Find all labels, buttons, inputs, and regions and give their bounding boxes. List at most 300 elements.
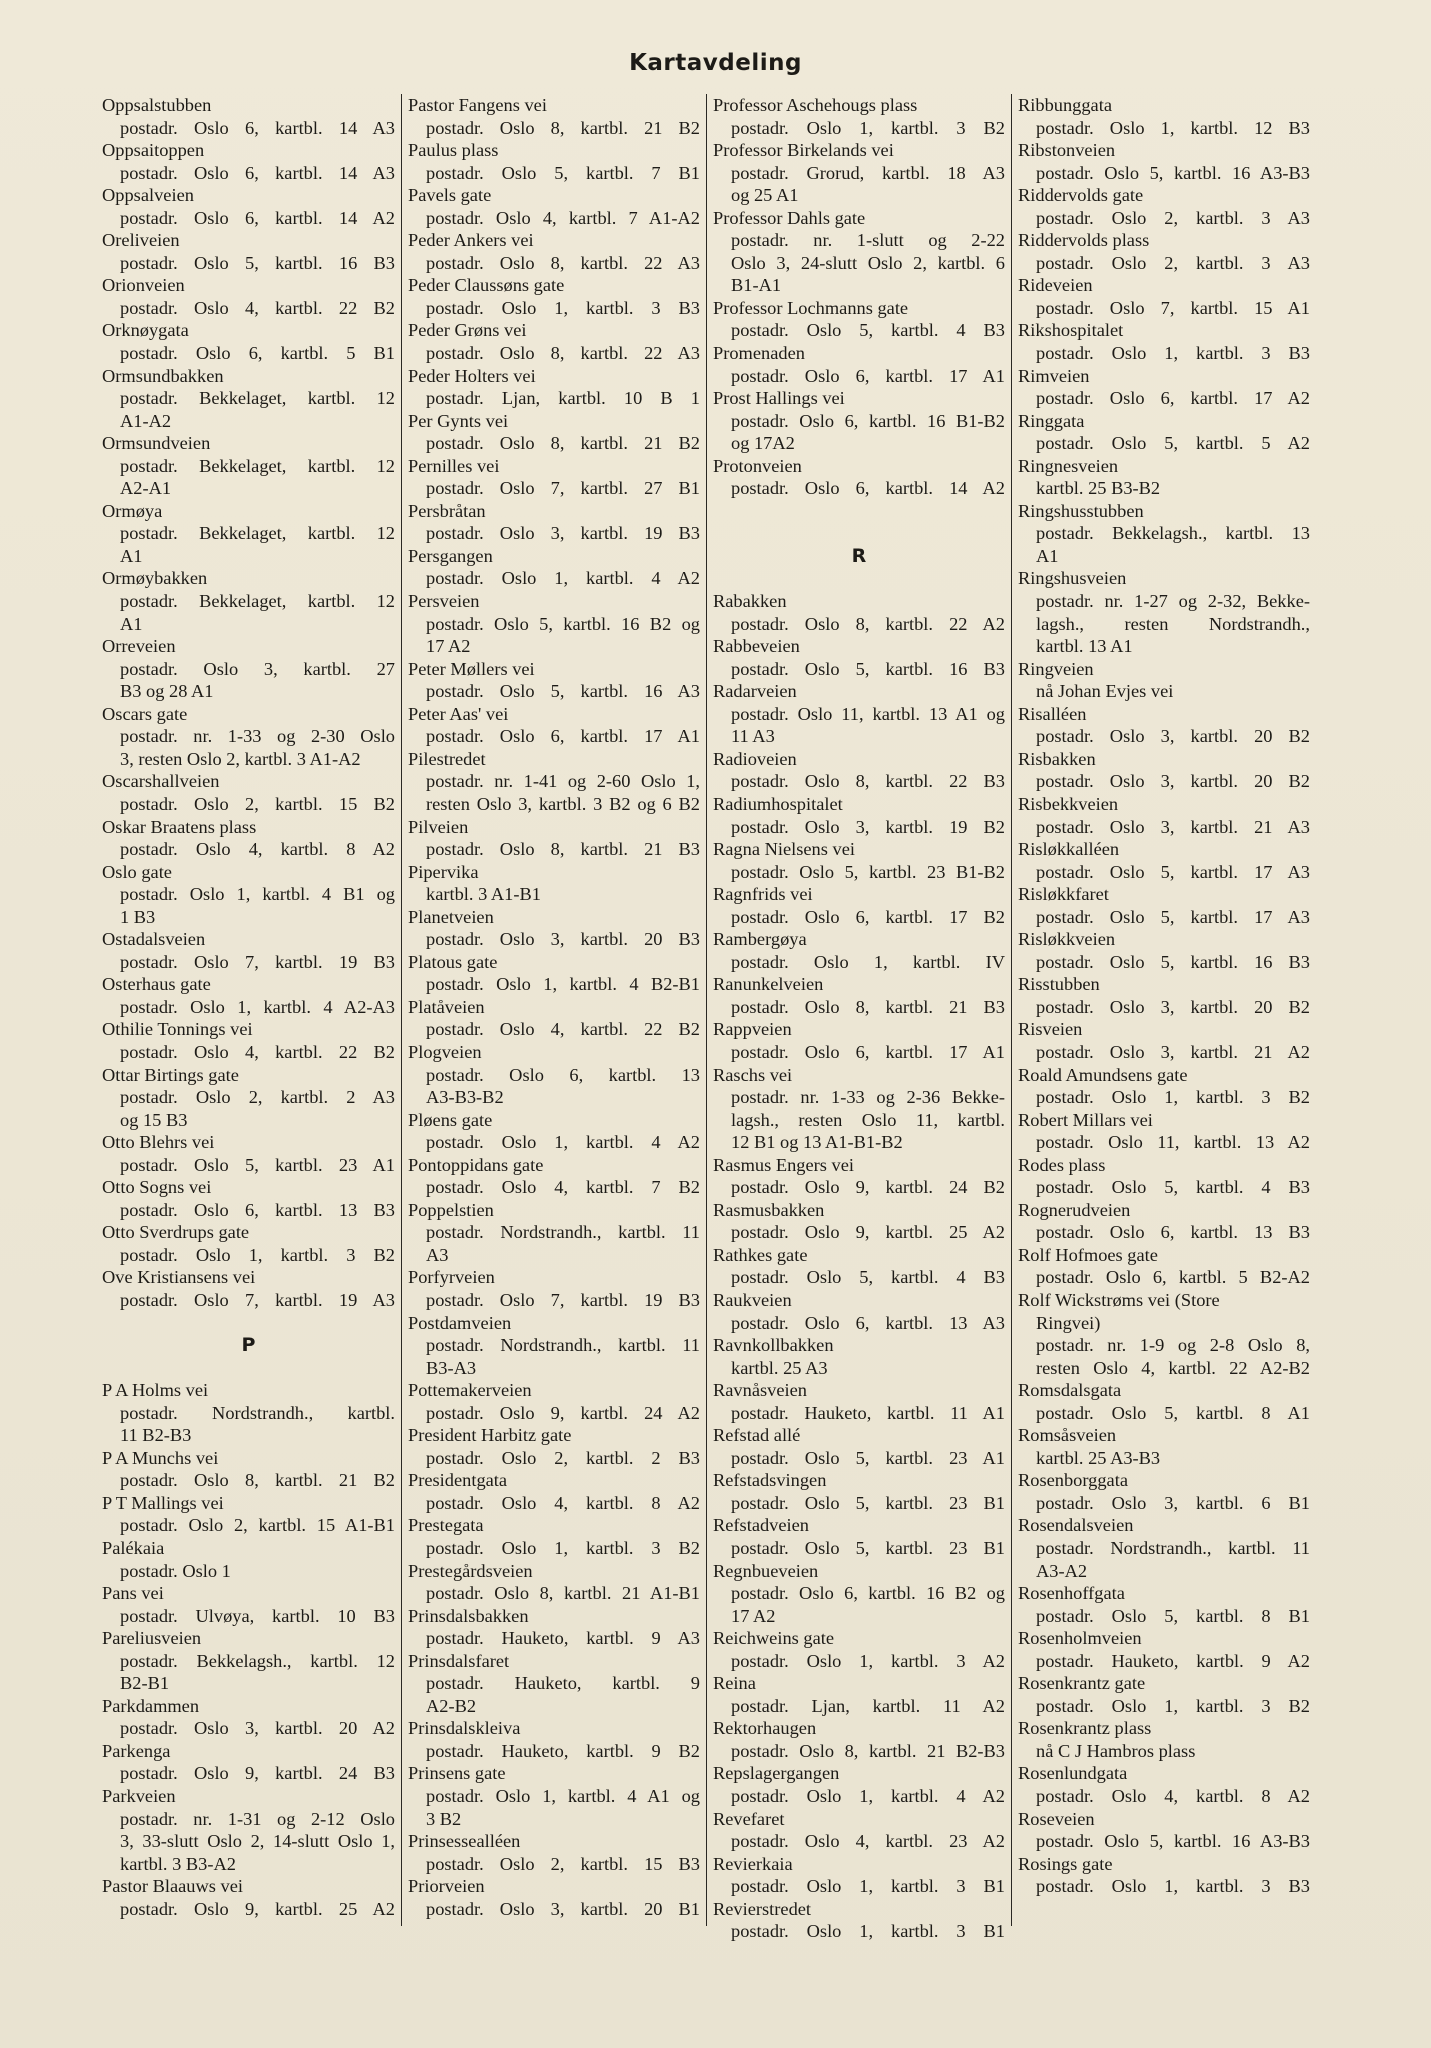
street-name: Rathkes gate (713, 1244, 808, 1265)
address-line: postadr. Oslo 6, kartbl. 13 B3 (1036, 1222, 1310, 1243)
street-name: Otto Blehrs vei (102, 1132, 215, 1153)
address-line: postadr. Oslo 6, kartbl. 14 A2 (731, 478, 1005, 499)
street-name: Rosenborggata (1018, 1470, 1128, 1491)
address-line: postadr. Oslo 4, kartbl. 7 A1-A2 (426, 207, 700, 228)
address-line: postadr. Oslo 3, kartbl. 21 A2 (1036, 1041, 1310, 1062)
street-name: Pipervika (408, 861, 479, 882)
address-line: postadr. Bekkelaget, kartbl. 12 (120, 455, 395, 476)
street-name: Pontoppidans gate (408, 1154, 544, 1175)
street-name: Pastor Blaauws vei (102, 1876, 243, 1897)
address-line: postadr. Oslo 2, kartbl. 2 B3 (426, 1447, 700, 1468)
address-line: postadr. Oslo 8, kartbl. 22 A3 (426, 343, 700, 364)
address-line: postadr. nr. 1-33 og 2-30 Oslo (120, 726, 395, 747)
address-line: postadr. Ulvøya, kartbl. 10 B3 (120, 1605, 395, 1626)
index-column-2 (401, 94, 706, 1926)
street-name: Risbekkveien (1018, 793, 1119, 814)
spacer (713, 522, 1005, 545)
street-name: Ragnfrids vei (713, 884, 813, 905)
address-line: postadr. Oslo 8, kartbl. 21 B3 (426, 839, 700, 860)
address-line: postadr. Oslo 5, kartbl. 23 B1 (731, 1492, 1005, 1513)
address-line: postadr. Oslo 5, kartbl. 16 B3 (1036, 951, 1310, 972)
street-name: Repslagergangen (713, 1763, 840, 1784)
street-name: Risbakken (1018, 748, 1096, 769)
street-name: Ostadalsveien (102, 929, 206, 950)
address-line: postadr. Oslo 4, kartbl. 8 A2 (426, 1492, 700, 1513)
address-line: postadr. Bekkelagsh., kartbl. 12 (120, 1650, 395, 1671)
street-name: Rosenhoffgata (1018, 1583, 1125, 1604)
street-name: Ormsundveien (102, 433, 211, 454)
address-line: postadr. Oslo 5, kartbl. 23 A1 (731, 1447, 1005, 1468)
address-line: nå Johan Evjes vei (1036, 681, 1174, 702)
street-name: Peder Grøns vei (408, 320, 527, 341)
page-heading: Kartavdeling (629, 50, 802, 76)
street-name: Rosenholmveien (1018, 1628, 1142, 1649)
address-line: postadr. Oslo 8, kartbl. 22 A3 (426, 252, 700, 273)
street-name: Ravnkollbakken (713, 1335, 834, 1356)
street-name: Priorveien (408, 1876, 485, 1897)
address-line: postadr. Oslo 7, kartbl. 27 B1 (426, 478, 700, 499)
address-line: postadr. Hauketo, kartbl. 9 (426, 1673, 700, 1694)
address-line: 17 A2 (426, 636, 471, 657)
street-name: Radiumhospitalet (713, 793, 843, 814)
address-line: postadr. Oslo 5, kartbl. 23 A1 (120, 1154, 395, 1175)
street-name: Rosenkrantz plass (1018, 1718, 1152, 1739)
address-line: A1-A2 (120, 410, 172, 431)
address-line: postadr. Nordstrandh., kartbl. 11 (426, 1222, 700, 1243)
address-line: Ringvei) (1036, 1312, 1101, 1333)
address-line: postadr. Grorud, kartbl. 18 A3 (731, 162, 1005, 183)
street-name: Persbråtan (408, 500, 486, 521)
street-name: Robert Millars vei (1018, 1109, 1153, 1130)
address-line: postadr. Oslo 5, kartbl. 7 B1 (426, 162, 700, 183)
spacer (713, 567, 1005, 590)
street-name: Riddervolds plass (1018, 230, 1150, 251)
address-line: postadr. Oslo 1, kartbl. 3 B1 (731, 1876, 1005, 1897)
address-line: postadr. Oslo 1, kartbl. 4 A2 (426, 1132, 700, 1153)
street-name: Rosenkrantz gate (1018, 1673, 1146, 1694)
street-name: Oppsaitoppen (102, 140, 205, 161)
address-line: postadr. Nordstrandh., kartbl. 11 (1036, 1538, 1310, 1558)
address-line: A2-A1 (120, 478, 172, 499)
street-name: Pottemakerveien (408, 1380, 532, 1401)
street-name: Ribbunggata (1018, 95, 1112, 115)
address-line: postadr. Oslo 4, kartbl. 22 B2 (120, 297, 395, 318)
address-line: postadr. Oslo 4, kartbl. 8 A2 (1036, 1786, 1310, 1807)
street-name: Riddervolds gate (1018, 185, 1144, 206)
address-line: postadr. Oslo 4, kartbl. 22 B2 (120, 1041, 395, 1062)
street-name: Rambergøya (713, 929, 807, 950)
address-line: postadr. Oslo 1, kartbl. 3 A2 (731, 1650, 1005, 1671)
street-name: Per Gynts vei (408, 410, 509, 431)
street-name: Pilveien (408, 816, 469, 837)
street-name: Oscarshallveien (102, 771, 220, 792)
address-line: postadr. nr. 1-41 og 2-60 Oslo 1, (426, 771, 700, 792)
street-name: Peter Aas' vei (408, 703, 509, 724)
street-name: Prost Hallings vei (713, 388, 845, 409)
address-line: postadr. Oslo 4, kartbl. 22 B2 (426, 1019, 700, 1040)
street-name: Peder Holters vei (408, 365, 536, 386)
street-name: P A Munchs vei (102, 1447, 219, 1468)
section-letter: P (241, 1334, 256, 1357)
address-line: postadr. Oslo 3, kartbl. 20 B2 (1036, 726, 1310, 747)
address-line: postadr. Oslo 5, kartbl. 8 B1 (1036, 1605, 1310, 1626)
address-line: postadr. Oslo 9, kartbl. 24 B2 (731, 1177, 1005, 1198)
address-line: postadr. Oslo 8, kartbl. 21 A1-B1 (426, 1583, 700, 1604)
street-name: Revefaret (713, 1808, 785, 1829)
address-line: postadr. Oslo 1, kartbl. 3 B1 (731, 1921, 1005, 1942)
street-name: Pilestredet (408, 748, 486, 769)
address-line: postadr. Oslo 6, kartbl. 17 B2 (731, 906, 1005, 927)
street-name: Revierstredet (713, 1898, 812, 1919)
street-name: Orknøygata (102, 320, 189, 341)
address-line: og 15 B3 (120, 1109, 188, 1130)
address-line: postadr. Oslo 3, kartbl. 21 A3 (1036, 816, 1310, 837)
street-name: Rabbeveien (713, 636, 800, 657)
address-line: postadr. Oslo 5, kartbl. 8 A1 (1036, 1402, 1310, 1423)
address-line: postadr. Oslo 1, kartbl. IV (731, 951, 1005, 972)
street-name: Parkdammen (102, 1695, 200, 1716)
address-line: og 17A2 (731, 433, 795, 454)
address-line: Oslo 3, 24-slutt Oslo 2, kartbl. 6 (731, 252, 1005, 273)
address-line: postadr. Oslo 5, kartbl. 16 B3 (731, 658, 1005, 679)
address-line: postadr. nr. 1-27 og 2-32, Bekke- (1036, 591, 1310, 612)
street-name: Parkveien (102, 1786, 176, 1807)
address-line: postadr. Oslo 9, kartbl. 24 B3 (120, 1763, 395, 1784)
address-line: kartbl. 13 A1 (1036, 636, 1133, 657)
address-line: postadr. Oslo 6, kartbl. 17 A2 (1036, 388, 1310, 409)
address-line: postadr. Bekkelaget, kartbl. 12 (120, 388, 395, 409)
street-name: Revierkaia (713, 1853, 793, 1874)
street-name: Rolf Wickstrøms vei (Store (1018, 1289, 1220, 1310)
address-line: postadr. Oslo 2, kartbl. 3 A3 (1036, 252, 1310, 273)
address-line: postadr. Oslo 3, kartbl. 27 (120, 658, 395, 679)
address-line: kartbl. 3 A1-B1 (426, 884, 541, 905)
street-name: Persveien (408, 591, 480, 612)
street-name: Oreliveien (102, 230, 180, 251)
address-line: postadr. Oslo 3, kartbl. 19 B3 (426, 523, 700, 544)
address-line: postadr. Oslo 5, kartbl. 4 B3 (731, 1267, 1005, 1288)
street-name: Risstubben (1018, 974, 1100, 995)
address-line: A3 (426, 1244, 449, 1265)
address-line: postadr. Oslo 6, kartbl. 17 A1 (731, 365, 1005, 386)
street-name: Professor Lochmanns gate (713, 297, 909, 318)
address-line: 3 B2 (426, 1808, 462, 1829)
street-name: Ormsundbakken (102, 365, 224, 386)
address-line: postadr. Oslo 6, kartbl. 13 A3 (731, 1312, 1005, 1333)
street-name: Rimveien (1018, 365, 1090, 386)
street-name: Rodes plass (1018, 1154, 1106, 1175)
address-line: postadr. Oslo 1, kartbl. 3 B2 (731, 117, 1005, 138)
address-line: postadr. Oslo 1, kartbl. 4 A2-A3 (120, 996, 395, 1017)
street-name: Oslo gate (102, 861, 172, 882)
street-name: President Harbitz gate (408, 1425, 572, 1446)
street-name: Ravnåsveien (713, 1380, 807, 1401)
address-line: postadr. Oslo 5, kartbl. 17 A3 (1036, 906, 1310, 927)
address-line: postadr. Oslo 6, kartbl. 16 B1-B2 (731, 410, 1005, 431)
street-name: Ormøya (102, 500, 163, 521)
address-line: postadr. Oslo 2, kartbl. 15 B3 (426, 1853, 700, 1874)
address-line: postadr. nr. 1-33 og 2-36 Bekke- (731, 1087, 1005, 1108)
address-line: postadr. Oslo 7, kartbl. 15 A1 (1036, 297, 1310, 318)
address-line: postadr. Oslo 7, kartbl. 19 B3 (120, 951, 395, 972)
street-name: Promenaden (713, 343, 805, 364)
address-line: postadr. Oslo 1, kartbl. 4 A2 (426, 568, 700, 589)
address-line: postadr. Oslo 8, kartbl. 21 B2 (426, 117, 700, 138)
address-line: kartbl. 25 A3 (731, 1357, 828, 1378)
street-name: Rolf Hofmoes gate (1018, 1244, 1158, 1265)
address-line: 11 B2-B3 (120, 1425, 192, 1446)
address-line: postadr. Oslo 9, kartbl. 25 A2 (120, 1898, 395, 1919)
address-line: postadr. Oslo 3, kartbl. 19 B2 (731, 816, 1005, 837)
street-name: Roseveien (1018, 1808, 1095, 1829)
street-name: Refstadveien (713, 1515, 810, 1536)
street-name: Orreveien (102, 636, 176, 657)
address-line: postadr. Oslo 6, kartbl. 5 B2-A2 (1036, 1267, 1310, 1288)
street-name: Pareliusveien (102, 1628, 202, 1649)
street-name: Osterhaus gate (102, 974, 211, 995)
address-line: 12 B1 og 13 A1-B1-B2 (731, 1132, 903, 1153)
address-line: postadr. Oslo 6, kartbl. 14 A3 (120, 117, 395, 138)
address-line: postadr. Oslo 9, kartbl. 25 A2 (731, 1222, 1005, 1243)
address-line: postadr. Oslo 5, kartbl. 17 A3 (1036, 861, 1310, 882)
street-name: Porfyrveien (408, 1267, 495, 1288)
street-name: Ringnesveien (1018, 455, 1119, 476)
street-name: Postdamveien (408, 1312, 512, 1333)
address-line: postadr. Oslo 6, kartbl. 5 B1 (120, 343, 395, 364)
address-line: kartbl. 25 B3-B2 (1036, 478, 1161, 499)
street-name: Rappveien (713, 1019, 792, 1040)
address-line: postadr. Oslo 1, kartbl. 12 B3 (1036, 117, 1310, 138)
street-name: Reina (713, 1673, 756, 1694)
street-name: Raschs vei (713, 1064, 793, 1085)
address-line: postadr. Oslo 1, kartbl. 3 B2 (120, 1244, 395, 1265)
address-line: B1-A1 (731, 275, 782, 296)
address-line: postadr. Oslo 5, kartbl. 4 B3 (731, 320, 1005, 341)
street-name: Roald Amundsens gate (1018, 1064, 1188, 1085)
address-line: og 25 A1 (731, 185, 799, 206)
address-line: postadr. Oslo 5, kartbl. 16 A3-B3 (1036, 162, 1310, 183)
address-line: postadr. Oslo 8, kartbl. 22 A2 (731, 613, 1005, 634)
address-line: resten Oslo 3, kartbl. 3 B2 og 6 B2 (426, 793, 700, 814)
address-line: postadr. Oslo 11, kartbl. 13 A1 og (731, 703, 1005, 724)
address-line: postadr. Oslo 2, kartbl. 15 B2 (120, 793, 395, 814)
street-name: Ottar Birtings gate (102, 1064, 239, 1085)
street-index (96, 94, 1317, 1942)
street-name: Pavels gate (408, 185, 492, 206)
address-line: postadr. Oslo 6, kartbl. 17 A1 (426, 726, 700, 747)
street-name: P A Holms vei (102, 1380, 209, 1401)
street-name: Prestegata (408, 1515, 484, 1536)
address-line: postadr. nr. 1-slutt og 2-22 (731, 230, 1005, 251)
address-line: postadr. Hauketo, kartbl. 9 B2 (426, 1740, 700, 1761)
street-name: Persgangen (408, 545, 493, 566)
address-line: postadr. Oslo 5, kartbl. 4 B3 (1036, 1177, 1310, 1198)
street-name: Ringgata (1018, 410, 1085, 431)
address-line: postadr. Oslo 2, kartbl. 15 A1-B1 (120, 1515, 395, 1536)
address-line: postadr. Nordstrandh., kartbl. (120, 1402, 395, 1423)
street-name: P T Mallings vei (102, 1492, 224, 1513)
spacer (102, 1357, 395, 1380)
address-line: postadr. Oslo 5, kartbl. 16 B3 (120, 252, 395, 273)
street-name: Parkenga (102, 1740, 171, 1761)
street-name: Risveien (1018, 1019, 1083, 1040)
address-line: postadr. Hauketo, kartbl. 11 A1 (731, 1402, 1005, 1423)
street-name: Prestegårdsveien (408, 1560, 533, 1581)
street-name: Ringshusveien (1018, 568, 1127, 589)
address-line: postadr. Oslo 6, kartbl. 17 A1 (731, 1041, 1005, 1062)
street-name: Ragna Nielsens vei (713, 839, 855, 860)
street-name: Ranunkelveien (713, 974, 824, 995)
street-name: Radioveien (713, 748, 797, 769)
street-name: Prinsdalsfaret (408, 1650, 510, 1671)
address-line: postadr. Ljan, kartbl. 11 A2 (731, 1695, 1005, 1716)
address-line: postadr. Oslo 8, kartbl. 21 B3 (731, 996, 1005, 1017)
address-line: nå C J Hambros plass (1036, 1740, 1196, 1761)
street-name: Risalléen (1018, 703, 1087, 724)
address-line: postadr. Oslo 1, kartbl. 4 B1 og (120, 884, 395, 905)
address-line: 1 B3 (120, 906, 156, 927)
address-line: postadr. Oslo 5, kartbl. 16 A3-B3 (1036, 1831, 1310, 1852)
address-line: postadr. Oslo 5, kartbl. 5 A2 (1036, 433, 1310, 454)
street-name: Ringshusstubben (1018, 500, 1144, 521)
street-name: Rasmus Engers vei (713, 1154, 854, 1175)
street-name: Oppsalveien (102, 185, 194, 206)
street-name: Professor Birkelands vei (713, 140, 894, 161)
address-line: postadr. Bekkelaget, kartbl. 12 (120, 591, 395, 612)
street-name: Prinsdalskleiva (408, 1718, 521, 1739)
street-name: Peder Ankers vei (408, 230, 534, 251)
street-name: Prinsdalsbakken (408, 1605, 529, 1626)
address-line: B3-A3 (426, 1357, 477, 1378)
spacer (713, 500, 1005, 523)
street-name: Risløkkveien (1018, 929, 1116, 950)
street-name: Otto Sogns vei (102, 1177, 212, 1198)
street-name: Ove Kristiansens vei (102, 1267, 256, 1288)
street-name: Pernilles vei (408, 455, 500, 476)
address-line: postadr. Oslo 1, kartbl. 4 B2-B1 (426, 974, 700, 995)
street-name: Rikshospitalet (1018, 320, 1124, 341)
address-line: postadr. Oslo 1, kartbl. 3 B3 (426, 297, 700, 318)
street-name: Rosendalsveien (1018, 1515, 1134, 1536)
address-line: B2-B1 (120, 1673, 170, 1694)
address-line: A3-A2 (1036, 1560, 1088, 1581)
address-line: postadr. nr. 1-9 og 2-8 Oslo 8, (1036, 1335, 1310, 1356)
street-name: Ringveien (1018, 658, 1094, 679)
address-line: postadr. Oslo 1, kartbl. 4 A2 (731, 1786, 1005, 1807)
address-line: postadr. Oslo 3, kartbl. 20 B2 (1036, 771, 1310, 792)
street-name: Risløkkfaret (1018, 884, 1109, 905)
street-name: Refstad allé (713, 1425, 801, 1446)
street-name: Oskar Braatens plass (102, 816, 257, 837)
street-name: Pastor Fangens vei (408, 95, 547, 115)
index-column-1 (96, 94, 401, 1926)
street-name: Platous gate (408, 951, 498, 972)
address-line: lagsh., resten Oslo 11, kartbl. (731, 1109, 1005, 1130)
street-name: Rektorhaugen (713, 1718, 817, 1739)
address-line: 11 A3 (731, 726, 775, 747)
address-line: postadr. Oslo 4, kartbl. 7 B2 (426, 1177, 700, 1198)
address-line: postadr. Oslo 6, kartbl. 13 (426, 1064, 700, 1085)
address-line: postadr. Oslo 3, kartbl. 20 A2 (120, 1718, 395, 1739)
street-name: Plogveien (408, 1041, 482, 1062)
street-name: Pans vei (102, 1583, 164, 1604)
index-column-4 (1011, 94, 1316, 1926)
address-line: postadr. Ljan, kartbl. 10 B 1 (426, 388, 700, 409)
address-line: postadr. Oslo 2, kartbl. 3 A3 (1036, 207, 1310, 228)
address-line: postadr. Oslo 1, kartbl. 3 B2 (1036, 1695, 1310, 1716)
address-line: postadr. Oslo 5, kartbl. 16 B2 og (426, 613, 700, 634)
address-line: 3, resten Oslo 2, kartbl. 3 A1-A2 (120, 748, 361, 769)
street-name: Prinsessealléen (408, 1831, 521, 1852)
street-name: Oscars gate (102, 703, 188, 724)
street-name: Peder Claussøns gate (408, 275, 565, 296)
street-name: Paulus plass (408, 140, 499, 161)
address-line: postadr. Oslo 1, kartbl. 4 A1 og (426, 1786, 700, 1807)
address-line: postadr. Hauketo, kartbl. 9 A3 (426, 1628, 700, 1649)
street-name: Ormøybakken (102, 568, 208, 589)
spacer (102, 1312, 395, 1335)
street-name: Platåveien (408, 996, 485, 1017)
address-line: postadr. Oslo 4, kartbl. 23 A2 (731, 1831, 1005, 1852)
address-line: postadr. Bekkelaget, kartbl. 12 (120, 523, 395, 544)
street-name: Raukveien (713, 1289, 792, 1310)
address-line: 3, 33-slutt Oslo 2, 14-slutt Oslo 1, (120, 1831, 395, 1852)
street-name: Radarveien (713, 681, 797, 702)
street-name: Regnbueveien (713, 1560, 819, 1581)
street-name: Rognerudveien (1018, 1199, 1131, 1220)
address-line: postadr. Oslo 8, kartbl. 21 B2-B3 (731, 1740, 1005, 1761)
address-line: postadr. Oslo 1, kartbl. 3 B2 (1036, 1087, 1310, 1108)
address-line: postadr. Oslo 4, kartbl. 8 A2 (120, 839, 395, 860)
address-line: postadr. Nordstrandh., kartbl. 11 (426, 1335, 700, 1356)
street-name: Rosings gate (1018, 1853, 1113, 1874)
street-name: Protonveien (713, 455, 802, 476)
address-line: postadr. Oslo 3, kartbl. 20 B3 (426, 929, 700, 950)
address-line: B3 og 28 A1 (120, 681, 214, 702)
address-line: postadr. Bekkelagsh., kartbl. 13 (1036, 523, 1310, 544)
address-line: postadr. Oslo 3, kartbl. 6 B1 (1036, 1492, 1310, 1513)
address-line: 17 A2 (731, 1605, 776, 1626)
address-line: postadr. Oslo 8, kartbl. 22 B3 (731, 771, 1005, 792)
street-name: Reichweins gate (713, 1628, 835, 1649)
address-line: postadr. Oslo 3, kartbl. 20 B2 (1036, 996, 1310, 1017)
street-name: Palékaia (102, 1538, 165, 1558)
street-name: Poppelstien (408, 1199, 494, 1220)
address-line: postadr. Oslo 8, kartbl. 21 B2 (426, 433, 700, 454)
address-line: postadr. Oslo 6, kartbl. 16 B2 og (731, 1583, 1005, 1604)
address-line: kartbl. 3 B3-A2 (120, 1853, 236, 1874)
street-name: Othilie Tonnings vei (102, 1019, 253, 1040)
street-name: Refstadsvingen (713, 1470, 827, 1491)
address-line: A2-B2 (426, 1695, 477, 1716)
street-name: Presidentgata (408, 1470, 508, 1491)
street-name: Rosenlundgata (1018, 1763, 1128, 1784)
address-line: kartbl. 25 A3-B3 (1036, 1447, 1161, 1468)
address-line: A3-B3-B2 (426, 1087, 504, 1108)
street-name: Orionveien (102, 275, 185, 296)
address-line: postadr. Oslo 6, kartbl. 13 B3 (120, 1199, 395, 1220)
address-line: A1 (1036, 545, 1059, 566)
index-column-3 (706, 94, 1011, 1942)
address-line: postadr. Oslo 7, kartbl. 19 B3 (426, 1289, 700, 1310)
address-line: postadr. Oslo 2, kartbl. 2 A3 (120, 1087, 395, 1108)
address-line: postadr. Oslo 11, kartbl. 13 A2 (1036, 1132, 1310, 1153)
address-line: postadr. Hauketo, kartbl. 9 A2 (1036, 1650, 1310, 1671)
street-name: Otto Sverdrups gate (102, 1222, 250, 1243)
address-line: postadr. Oslo 8, kartbl. 21 B2 (120, 1470, 395, 1491)
street-name: Oppsalstubben (102, 95, 212, 115)
street-name: Pløens gate (408, 1109, 493, 1130)
